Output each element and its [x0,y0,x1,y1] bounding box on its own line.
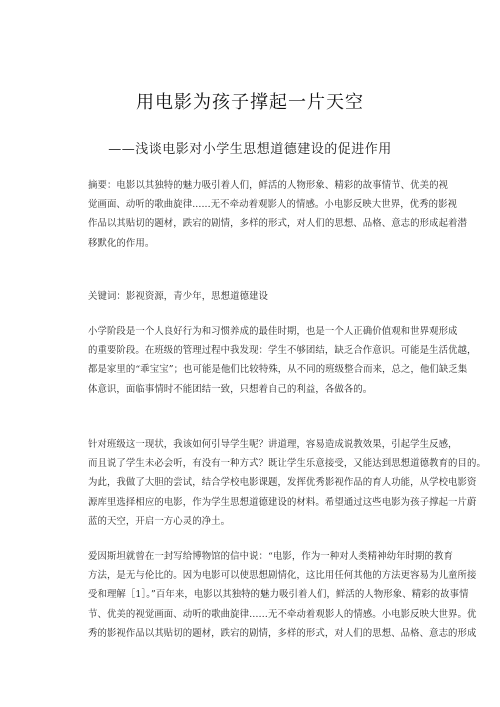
document-title: 用电影为孩子撑起一片天空 [136,92,364,113]
paragraph-line: 方法，是无与伦比的。因为电影可以使思想剧情化，这比用任何其他的方法更容易为儿童所接 [88,570,477,582]
abstract-line: 移默化的作用。 [88,237,155,249]
paragraph-line: 都是家里的“乖宝宝”；也可能是他们比较特殊，从不同的班级整合而来，总之，他们缺乏集 [88,364,468,376]
paragraph-line: 针对班级这一现状，我该如何引导学生呢？讲道理，容易造成说教效果，引起学生反感， [88,439,458,450]
keywords-line [88,287,433,306]
paragraph-line: 受和理解［1］。”百年来，电影以其独特的魅力吸引着人们，鲜活的人物形象、精彩的故事情 [88,589,469,601]
paragraph-line: 爱因斯坦就曾在一封写给博物馆的信中说：“电影，作为一种对人类精神幼年时期的教育 [88,551,453,562]
paragraph-line: 节、优美的视觉画面、动听的歌曲旋律……无不牵动着观影人的情感。小电影反映大世界。优 [88,608,477,620]
paragraph-line: 而且说了学生未必会听，有没有一种方式？既让学生乐意接受，又能达到思想道德教育的目的。 [88,458,486,470]
paragraph-line: 的重要阶段。在班级的管理过程中我发现：学生不够团结，缺乏合作意识。可能是生活优越， [88,345,477,357]
body-paragraph-1 [88,322,477,399]
paragraph-line: 秀的影视作品以其贴切的题材，跌宕的剧情，多样的形式，对人们的思想、品格、意志的形成 [88,627,477,639]
document-subtitle: ——浅谈电影对小学生思想道德建设的促进作用 [108,142,392,157]
body-paragraph-3 [88,547,477,643]
paragraph-line: 体意识，面临事情时不能团结一致，只想着自己的利益，各做各的。 [88,383,373,395]
abstract-line: 觉画面、动听的歌曲旋律......无不牵动着观影人的情感。小电影反映大世界，优秀的影视 [88,199,458,211]
paragraph-line: 蓝的天空，开启一方心灵的净土。 [88,515,231,527]
abstract-line: 摘要：电影以其独特的魅力吸引着人们，鲜活的人物形象、精彩的故事情节、优美的视 [88,180,449,191]
body-paragraph-2 [88,435,486,531]
paragraph-line: 源库里选择相应的电影，作为学生思想道德建设的材料。希望通过这些电影为孩子撑起一片蔚 [88,496,477,508]
keywords-text: 关键词：影视资源，青少年，思想道德建设 [88,291,269,302]
paragraph-line: 小学阶段是一个人良好行为和习惯养成的最佳时期，也是一个人正确价值观和世界观形成 [88,326,458,337]
abstract-paragraph [88,176,468,253]
abstract-line: 作品以其贴切的题材，跌宕的剧情，多样的形式，对人们的思想、品格、意志的形成起着潜 [88,218,468,230]
paragraph-line: 为此，我做了大胆的尝试，结合学校电影课题，发挥优秀影视作品的育人功能，从学校电影资 [88,477,477,489]
